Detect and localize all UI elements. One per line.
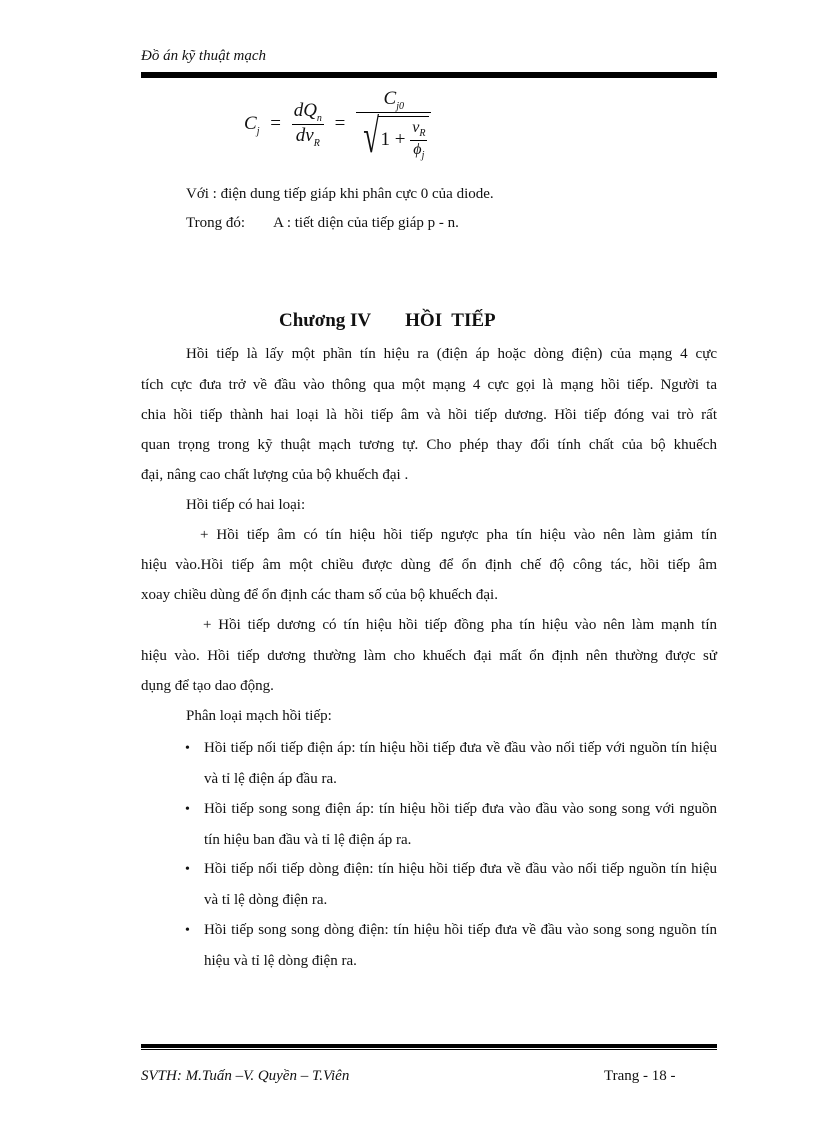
bullet-icon: • [185,741,190,756]
note-line-2: Trong đó: A : tiết diện của tiếp giáp p - n. [186,215,459,231]
footer-rule-thick [141,1044,717,1048]
footer-rule-thin [141,1049,717,1050]
negative-feedback-line: xoay chiều dùng để ổn định các tham số của bộ khuếch đại. [141,587,498,603]
header-rule [141,72,717,78]
intro-line: đại, nâng cao chất lượng của bộ khuếch đại . [141,467,409,483]
chapter-heading [279,310,496,332]
derivative-fraction: $\frac{dQ_n}{dv_R}$ [293,100,322,149]
capacitance-fraction: $C_{j0}$ √ 1 + $\frac{v_R}{\phi_j}$ [356,88,431,161]
intro-line: chia hồi tiếp thành hai loại là hồi tiếp âm và hồi tiếp dương. Hồi tiếp đóng vai trò rất [141,407,717,423]
formula-lhs: $C_j$ [244,112,260,137]
list-item: • Hồi tiếp song song dòng điện: tín hiệu hồi tiếp đưa về đầu vào song song nguồn tín hiệu và tỉ lệ dòng điện ra. [204,915,717,977]
bullet-icon: • [185,862,190,877]
types-heading: Hồi tiếp có hai loại: [186,497,306,513]
chapter-number: Chương IV [279,310,372,331]
positive-feedback-line: hiệu vào. Hồi tiếp dương thường làm cho khuếch đại mất ổn định nên thường được sử [141,648,717,664]
equals-sign: = [334,112,346,134]
negative-feedback-line: hiệu vào.Hồi tiếp âm một chiều được dùng để ổn định chế độ công tác, hồi tiếp âm [141,557,717,573]
footer-authors: SVTH: M.Tuấn –V. Quyền – T.Viên [141,1068,350,1084]
radical-icon: √ [363,109,380,163]
positive-feedback-line: dụng để tạo dao động. [141,678,274,694]
intro-line: tích cực đưa trở về đầu vào thông qua một mạng 4 cực gọi là mạng hồi tiếp. Người ta [141,377,717,393]
list-item: • Hồi tiếp nối tiếp điện áp: tín hiệu hồi tiếp đưa về đầu vào nối tiếp với nguồn tín hiệu và tỉ lệ điện áp đầu ra. [204,733,717,795]
classification-heading: Phân loại mạch hồi tiếp: [186,708,332,724]
bullet-icon: • [185,802,190,817]
page-number: Trang - 18 - [604,1068,676,1084]
positive-feedback-line: + Hồi tiếp dương có tín hiệu hồi tiếp đồng pha tín hiệu vào nên làm mạnh tín [203,617,717,633]
intro-line: quan trọng trong kỹ thuật mạch tương tự. Cho phép thay đổi tính chất của bộ khuếch [141,437,717,453]
intro-line: Hồi tiếp là lấy một phần tín hiệu ra (điện áp hoặc dòng điện) của mạng 4 cực [186,346,717,362]
junction-capacitance-formula [244,88,431,178]
running-header-title: Đồ án kỹ thuật mạch [141,48,266,64]
note-line-1: Với : điện dung tiếp giáp khi phân cực 0 của diode. [186,186,494,202]
square-root: √ 1 + $\frac{v_R}{\phi_j}$ [358,113,429,161]
negative-feedback-line: + Hồi tiếp âm có tín hiệu hồi tiếp ngược pha tín hiệu vào nên làm giảm tín [200,527,717,543]
list-item: • Hồi tiếp nối tiếp dòng điện: tín hiệu hồi tiếp đưa về đầu vào nối tiếp nguồn tín hiệu và tỉ lệ dòng điện ra. [204,854,717,916]
equals-sign: = [270,112,281,134]
chapter-title: HỒI TIẾP [405,310,496,331]
list-item: • Hồi tiếp song song điện áp: tín hiệu hồi tiếp đưa vào đầu vào song song với nguồn tín hiệu ban đầu và tỉ lệ điện áp ra. [204,794,717,856]
bullet-icon: • [185,923,190,938]
